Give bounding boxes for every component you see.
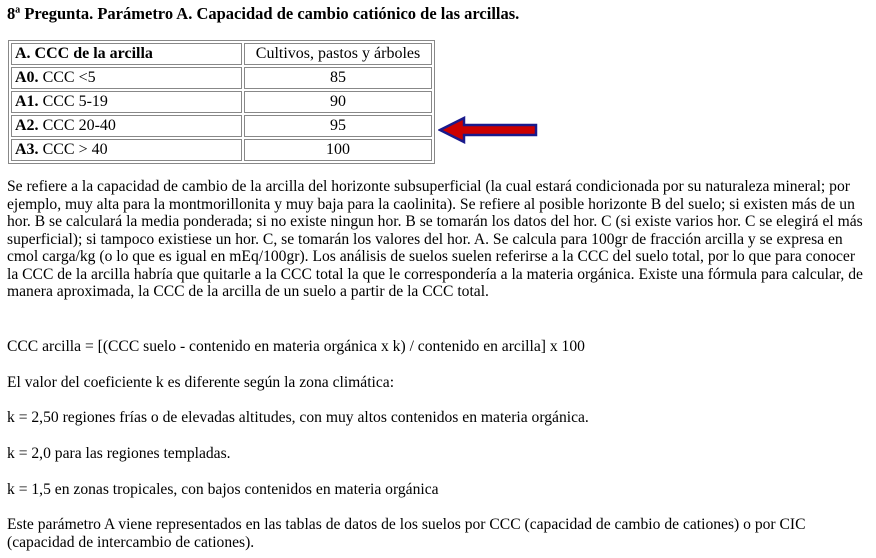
row-range: CCC 20-40 [38,117,116,134]
table-row [11,115,432,137]
k-intro-text: El valor del coeficiente k es diferente según la zona climática: [7,374,395,391]
left-arrow-icon [438,116,538,144]
table-row [11,67,432,89]
row-label [11,91,242,113]
ccc-table [8,40,435,164]
page-title: 8ª Pregunta. Parámetro A. Capacidad de cambio catiónico de las arcillas. [7,4,520,23]
description-paragraph: Se refiere a la capacidad de cambio de la arcilla del horizonte subsuperficial (la cual estará condicionada por su naturaleza mineral; por ejemplo, muy alta para la montmorillonita y muy baja para la caolinita). Se refiere al posible horizonte B del suelo; si existen más de un hor. B se calculará la media ponderada; si no existe ningun hor. B se tomarán los datos del hor. C (si existe varios hor. C se elegirá el más superficial); si tampoco existiese un hor. C, se tomarán los valores del hor. A. Se calcula para 100gr de fracción arcilla y se expresa en cmol carga/kg (o lo que es igual en mEq/100gr). Los análisis de suelos suelen referirse a la CCC del suelo total, por lo que para conocer la CCC de la arcilla habría que quitarle a la CCC total la que le correspondería a la materia orgánica. Existe una fórmula para calcular, de manera aproximada, la CCC de la arcilla de un suelo a partir de la CCC total. [7,178,863,300]
column-header-ccc: A. CCC de la arcilla [11,43,242,65]
row-value: 95 [244,115,432,137]
arrow-shape [440,118,536,142]
table-row [11,139,432,161]
row-code: A2. [15,117,39,134]
closing-paragraph: Este parámetro A viene representados en las tablas de datos de los suelos por CCC (capacidad de cambio de cationes) o por CIC (capacidad de intercambio de cationes). [7,516,806,551]
row-value: 90 [244,91,432,113]
row-range: CCC 5-19 [38,93,108,110]
row-code: A0. [15,69,39,86]
row-code: A3. [15,141,39,158]
row-value: 85 [244,67,432,89]
k-cold-regions-text: k = 2,50 regiones frías o de elevadas altitudes, con muy altos contenidos en materia orgánica. [7,409,589,426]
row-range: CCC <5 [38,69,96,86]
table-row [11,91,432,113]
row-range: CCC > 40 [38,141,108,158]
row-label [11,115,242,137]
k-tropical-regions-text: k = 1,5 en zonas tropicales, con bajos contenidos en materia orgánica [7,481,439,498]
column-header-cultivos: Cultivos, pastos y árboles [244,43,432,65]
row-code: A1. [15,93,39,110]
row-value: 100 [244,139,432,161]
formula-text: CCC arcilla = [(CCC suelo - contenido en materia orgánica x k) / contenido en arcilla] x 100 [7,338,585,355]
table-header-row [11,43,432,65]
row-label [11,139,242,161]
k-temperate-regions-text: k = 2,0 para las regiones templadas. [7,445,231,462]
row-label [11,67,242,89]
